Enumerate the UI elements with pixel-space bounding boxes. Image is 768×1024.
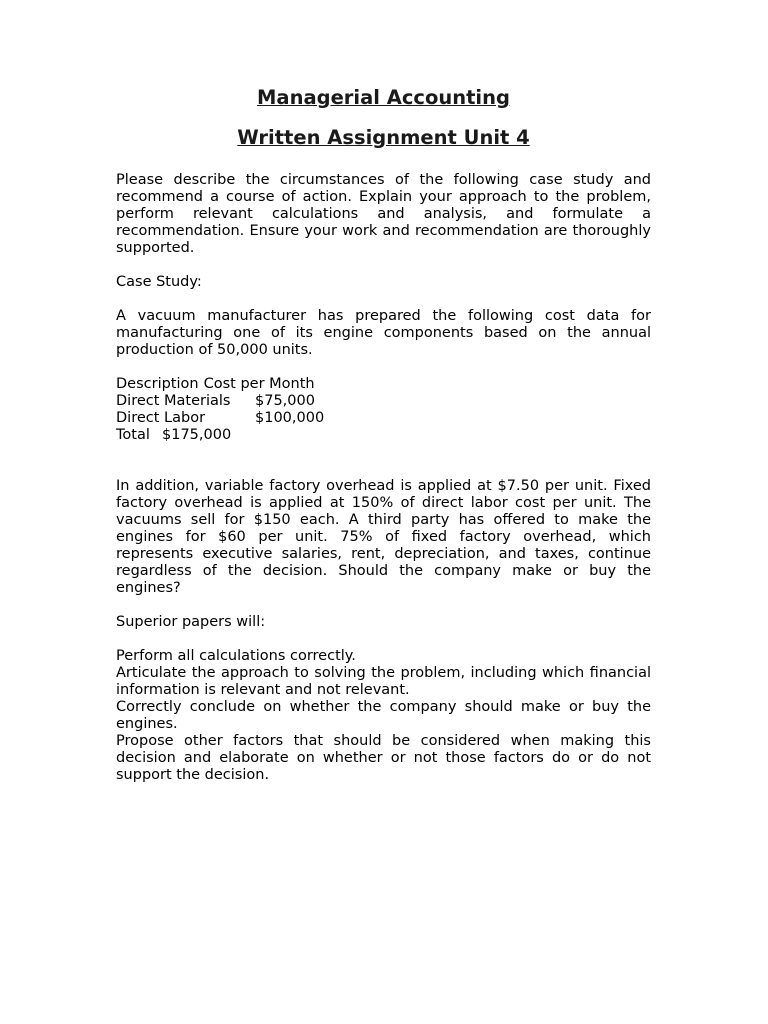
cost-table	[116, 376, 651, 444]
criteria-item: Articulate the approach to solving the problem, including which financial information is relevant and not relevant.	[116, 665, 651, 698]
criteria-list	[116, 648, 651, 784]
case-study-label: Case Study:	[116, 274, 202, 290]
criteria-item: Perform all calculations correctly.	[116, 648, 356, 664]
cost-table-header-cost: Cost per Month	[203, 376, 315, 392]
cost-table-row	[116, 410, 651, 427]
case-description: A vacuum manufacturer has prepared the following cost data for manufacturing one of its engine components based on the annual production of 50,000 units.	[116, 308, 651, 358]
superior-papers-label: Superior papers will:	[116, 614, 266, 630]
cost-table-row	[116, 393, 651, 410]
document-subtitle: Written Assignment Unit 4	[237, 126, 530, 149]
additional-info-paragraph: In addition, variable factory overhead is applied at $7.50 per unit. Fixed factory overhead is applied at 150% of direct labor cost per unit. The vacuums sell for $150 each. A third party has offered to make the engines for $60 per unit. 75% of fixed factory overhead, which represents executive salaries, rent, depreciation, and taxes, continue regardless of the decision. Should the company make or buy the engines?	[116, 478, 651, 596]
cost-table-header	[116, 376, 651, 393]
cost-total-value: $175,000	[162, 427, 232, 443]
criteria-item: Correctly conclude on whether the company should make or buy the engines.	[116, 699, 651, 732]
document-title: Managerial Accounting	[257, 86, 510, 109]
cost-table-total	[116, 427, 651, 444]
cost-row-label: Direct Materials	[116, 393, 231, 409]
criteria-item: Propose other factors that should be considered when making this decision and elaborate on whether or not those factors do or do not support the decision.	[116, 733, 651, 783]
document-page	[116, 86, 651, 784]
cost-total-label: Total	[116, 427, 150, 443]
cost-table-header-description: Description	[116, 376, 199, 392]
intro-paragraph: Please describe the circumstances of the following case study and recommend a course of action. Explain your approach to the problem, perform relevant calculations and analysis, and formulate a recommendation. Ensure your work and recommendation are thoroughly supported.	[116, 172, 651, 256]
cost-row-value: $75,000	[255, 393, 315, 409]
cost-row-value: $100,000	[255, 410, 325, 426]
cost-row-label: Direct Labor	[116, 410, 206, 426]
